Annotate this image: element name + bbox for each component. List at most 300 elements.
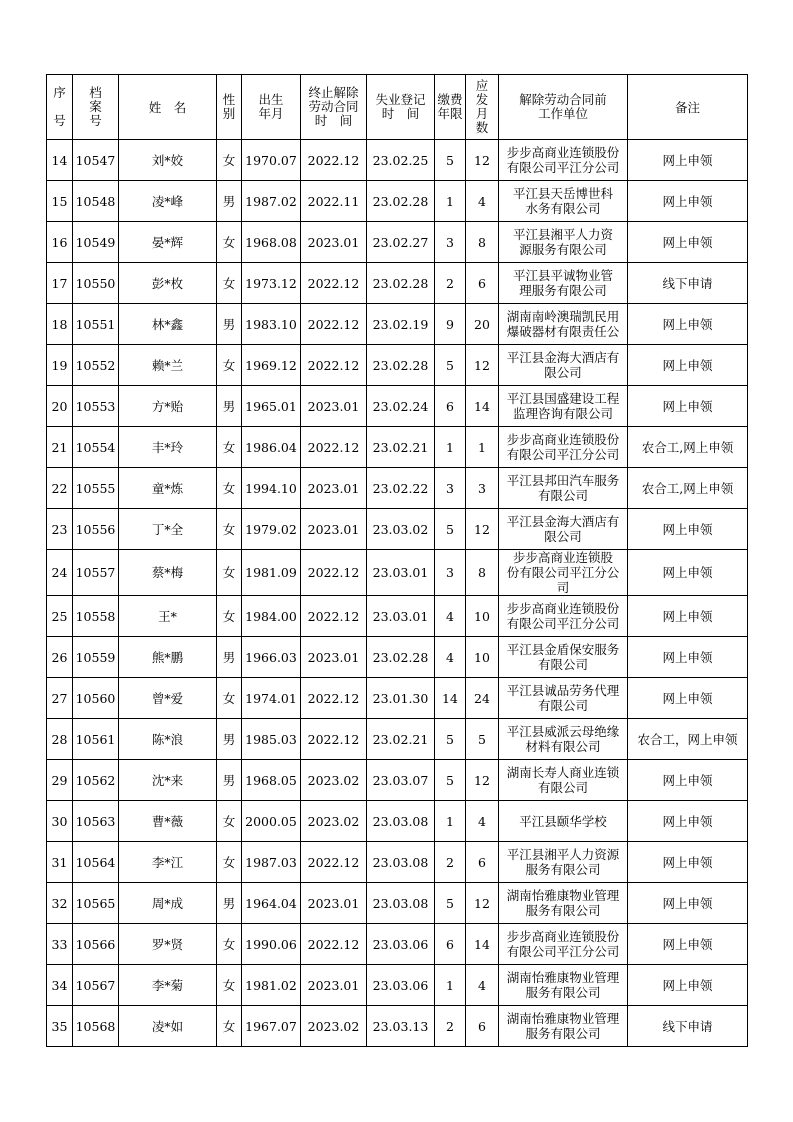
table-row [47,678,748,719]
table-row [47,181,748,222]
cell-file-no: 10563 [73,801,119,842]
cell-gender: 女 [217,550,242,596]
cell-file-no: 10565 [73,883,119,924]
employer-line: 平江县湘平人力资 [512,227,613,242]
cell-payable-months: 3 [466,468,499,509]
cell-note: 网上申领 [628,678,748,719]
cell-registration: 23.03.13 [367,1006,435,1047]
employer-line: 服务有限公司 [525,985,601,1000]
cell-gender: 男 [217,304,242,345]
cell-name: 彭*枚 [119,263,217,304]
cell-note: 网上申领 [628,222,748,263]
cell-seq: 34 [47,965,73,1006]
cell-contract-end: 2023.01 [301,222,367,263]
cell-gender: 女 [217,965,242,1006]
cell-payable-months: 4 [466,965,499,1006]
cell-birth: 2000.05 [242,801,301,842]
cell-former-employer [499,678,628,719]
cell-name: 晏*辉 [119,222,217,263]
header-seq [47,75,73,140]
cell-gender: 女 [217,678,242,719]
header-gender [217,75,242,140]
employer-line: 平江县诚品劳务代理 [506,683,620,698]
cell-birth: 1986.04 [242,427,301,468]
cell-birth: 1981.02 [242,965,301,1006]
cell-name: 童*炼 [119,468,217,509]
cell-file-no: 10558 [73,596,119,637]
cell-birth: 1973.12 [242,263,301,304]
header-months-line: 数 [475,120,489,135]
employer-line: 步步高商业连锁股 [512,550,613,565]
table-header [47,75,748,140]
table-row [47,760,748,801]
cell-gender: 女 [217,596,242,637]
cell-registration: 23.02.28 [367,181,435,222]
cell-file-no: 10555 [73,468,119,509]
cell-seq: 28 [47,719,73,760]
cell-file-no: 10568 [73,1006,119,1047]
cell-file-no: 10559 [73,637,119,678]
cell-payable-months: 12 [466,140,499,181]
cell-seq: 35 [47,1006,73,1047]
cell-former-employer [499,386,628,427]
employer-line: 湖南南岭澳瑞凯民用 [506,309,620,324]
cell-contract-end: 2023.01 [301,386,367,427]
cell-birth: 1983.10 [242,304,301,345]
cell-name: 刘*姣 [119,140,217,181]
employer-line: 材料有限公司 [525,739,601,754]
cell-note: 农合工,网上申领 [628,468,748,509]
cell-seq: 17 [47,263,73,304]
cell-birth: 1979.02 [242,509,301,550]
employer-line: 有限公司 [537,698,588,713]
cell-former-employer [499,181,628,222]
cell-note: 网上申领 [628,965,748,1006]
cell-seq: 20 [47,386,73,427]
cell-registration: 23.02.28 [367,637,435,678]
cell-seq: 19 [47,345,73,386]
cell-former-employer [499,304,628,345]
cell-file-no: 10552 [73,345,119,386]
employer-line: 湖南怡雅康物业管理 [506,1011,620,1026]
cell-contract-end: 2023.01 [301,637,367,678]
cell-seq: 32 [47,883,73,924]
cell-payable-months: 12 [466,883,499,924]
cell-gender: 女 [217,924,242,965]
cell-birth: 1968.08 [242,222,301,263]
employer-line: 服务有限公司 [525,1026,601,1041]
cell-contract-end: 2023.01 [301,509,367,550]
cell-payable-months: 24 [466,678,499,719]
cell-birth: 1984.00 [242,596,301,637]
cell-payable-months: 6 [466,1006,499,1047]
cell-contract-end: 2023.01 [301,965,367,1006]
cell-gender: 女 [217,140,242,181]
header-registration [367,75,435,140]
cell-contribution-years: 14 [435,678,466,719]
cell-seq: 21 [47,427,73,468]
cell-registration: 23.02.21 [367,719,435,760]
employer-line: 有限公司平江分公司 [506,944,620,959]
cell-birth: 1966.03 [242,637,301,678]
cell-seq: 14 [47,140,73,181]
cell-note: 网上申领 [628,345,748,386]
cell-contribution-years: 3 [435,222,466,263]
employer-line: 平江县金海大酒店有 [506,514,620,529]
cell-contract-end: 2022.12 [301,263,367,304]
cell-name: 李*江 [119,842,217,883]
cell-note: 线下申请 [628,1006,748,1047]
header-contract-end [301,75,367,140]
cell-gender: 女 [217,842,242,883]
cell-note: 网上申领 [628,140,748,181]
cell-birth: 1987.02 [242,181,301,222]
header-birth-line: 出生 [258,92,284,107]
cell-birth: 1967.07 [242,1006,301,1047]
cell-birth: 1990.06 [242,924,301,965]
table-row [47,1006,748,1047]
header-payable-months [466,75,499,140]
cell-seq: 23 [47,509,73,550]
cell-former-employer [499,842,628,883]
cell-contract-end: 2023.02 [301,801,367,842]
header-gender-line: 别 [222,106,236,121]
cell-name: 凌*如 [119,1006,217,1047]
cell-registration: 23.03.01 [367,596,435,637]
table-row [47,509,748,550]
cell-note: 网上申领 [628,386,748,427]
cell-note: 网上申领 [628,550,748,596]
cell-note: 网上申领 [628,304,748,345]
employer-line: 司 [556,580,570,595]
cell-file-no: 10551 [73,304,119,345]
cell-payable-months: 4 [466,181,499,222]
cell-gender: 女 [217,222,242,263]
cell-contribution-years: 4 [435,596,466,637]
header-former-employer [499,75,628,140]
cell-note: 网上申领 [628,509,748,550]
cell-name: 丁*全 [119,509,217,550]
cell-contribution-years: 3 [435,468,466,509]
cell-birth: 1968.05 [242,760,301,801]
cell-registration: 23.03.01 [367,550,435,596]
cell-contract-end: 2022.12 [301,304,367,345]
header-reg-line: 时 间 [381,106,420,121]
cell-contract-end: 2022.12 [301,140,367,181]
cell-payable-months: 12 [466,509,499,550]
cell-former-employer [499,550,628,596]
cell-birth: 1994.10 [242,468,301,509]
cell-note: 网上申领 [628,596,748,637]
cell-registration: 23.02.27 [367,222,435,263]
cell-name: 李*菊 [119,965,217,1006]
employer-line: 平江县金盾保安服务 [506,642,620,657]
cell-seq: 15 [47,181,73,222]
header-unit-line: 工作单位 [537,106,588,121]
cell-former-employer [499,140,628,181]
employer-line: 服务有限公司 [525,862,601,877]
cell-file-no: 10550 [73,263,119,304]
cell-registration: 23.02.28 [367,263,435,304]
employer-line: 有限公司平江分公司 [506,160,620,175]
table-row [47,468,748,509]
cell-payable-months: 8 [466,222,499,263]
table-row [47,883,748,924]
cell-gender: 女 [217,345,242,386]
cell-birth: 1964.04 [242,883,301,924]
cell-file-no: 10567 [73,965,119,1006]
cell-name: 曾*爱 [119,678,217,719]
table-row [47,637,748,678]
table-body [47,140,748,1047]
cell-payable-months: 1 [466,427,499,468]
cell-name: 凌*峰 [119,181,217,222]
cell-payable-months: 10 [466,596,499,637]
cell-former-employer [499,801,628,842]
cell-gender: 男 [217,760,242,801]
employer-line: 水务有限公司 [525,201,601,216]
cell-name: 王* [119,596,217,637]
cell-file-no: 10564 [73,842,119,883]
employer-line: 平江县威派云母绝缘 [506,724,620,739]
cell-seq: 26 [47,637,73,678]
cell-registration: 23.03.07 [367,760,435,801]
cell-note: 农合工,网上申领 [628,427,748,468]
employer-line: 监理咨询有限公司 [512,406,613,421]
employer-line: 限公司 [544,529,582,544]
cell-contract-end: 2022.12 [301,345,367,386]
cell-registration: 23.03.08 [367,842,435,883]
cell-birth: 1987.03 [242,842,301,883]
table-row [47,345,748,386]
cell-contract-end: 2023.02 [301,760,367,801]
cell-contract-end: 2022.12 [301,596,367,637]
cell-former-employer [499,883,628,924]
cell-seq: 16 [47,222,73,263]
cell-seq: 31 [47,842,73,883]
employer-line: 服务有限公司 [525,903,601,918]
cell-former-employer [499,596,628,637]
cell-contract-end: 2022.12 [301,924,367,965]
cell-payable-months: 12 [466,345,499,386]
employer-line: 平江县天岳博世科 [512,186,613,201]
cell-payable-months: 6 [466,263,499,304]
header-months-line: 发 [475,92,489,107]
cell-seq: 33 [47,924,73,965]
cell-contribution-years: 5 [435,140,466,181]
cell-seq: 30 [47,801,73,842]
cell-file-no: 10562 [73,760,119,801]
cell-gender: 女 [217,468,242,509]
cell-contribution-years: 5 [435,760,466,801]
table-row [47,427,748,468]
header-end-line: 劳动合同 [308,99,359,114]
cell-birth: 1974.01 [242,678,301,719]
cell-birth: 1969.12 [242,345,301,386]
cell-registration: 23.03.06 [367,965,435,1006]
employer-line: 平江县金海大酒店有 [506,350,620,365]
cell-former-employer [499,263,628,304]
cell-file-no: 10556 [73,509,119,550]
cell-note: 网上申领 [628,924,748,965]
header-gender-line: 性 [222,92,236,107]
header-end-line: 时 间 [314,113,353,128]
cell-gender: 男 [217,637,242,678]
cell-former-employer [499,345,628,386]
cell-former-employer [499,427,628,468]
unemployment-benefit-table [46,74,748,1047]
cell-file-no: 10560 [73,678,119,719]
cell-birth: 1981.09 [242,550,301,596]
cell-contribution-years: 5 [435,509,466,550]
header-seq-line: 号 [53,113,66,128]
cell-seq: 25 [47,596,73,637]
cell-contract-end: 2022.12 [301,678,367,719]
cell-gender: 男 [217,883,242,924]
cell-former-employer [499,468,628,509]
cell-file-no: 10557 [73,550,119,596]
cell-seq: 24 [47,550,73,596]
cell-payable-months: 12 [466,760,499,801]
cell-name: 赖*兰 [119,345,217,386]
cell-birth: 1970.07 [242,140,301,181]
cell-note: 农合工，网上申领 [628,719,748,760]
cell-former-employer [499,509,628,550]
cell-contribution-years: 6 [435,924,466,965]
cell-former-employer [499,637,628,678]
header-end-line: 终止解除 [308,85,359,100]
cell-gender: 女 [217,1006,242,1047]
header-file-line: 档 [89,85,102,100]
cell-contract-end: 2023.01 [301,468,367,509]
cell-file-no: 10566 [73,924,119,965]
cell-payable-months: 6 [466,842,499,883]
employer-line: 平江县邦田汽车服务 [506,473,620,488]
cell-name: 方*贻 [119,386,217,427]
cell-contract-end: 2022.12 [301,427,367,468]
cell-former-employer [499,1006,628,1047]
cell-contribution-years: 5 [435,345,466,386]
cell-payable-months: 14 [466,924,499,965]
cell-former-employer [499,924,628,965]
cell-name: 罗*贤 [119,924,217,965]
cell-contribution-years: 9 [435,304,466,345]
table-row [47,304,748,345]
cell-seq: 22 [47,468,73,509]
header-months-line: 月 [475,106,489,121]
cell-registration: 23.01.30 [367,678,435,719]
employer-line: 有限公司 [537,657,588,672]
table-row [47,550,748,596]
table-row [47,263,748,304]
header-birth-line: 年月 [258,106,284,121]
cell-name: 熊*鹏 [119,637,217,678]
employer-line: 份有限公司平江分公 [506,565,620,580]
employer-line: 湖南怡雅康物业管理 [506,888,620,903]
employer-line: 源服务有限公司 [519,242,607,257]
employer-line: 平江县国盛建设工程 [506,391,620,406]
cell-file-no: 10561 [73,719,119,760]
cell-former-employer [499,719,628,760]
cell-gender: 女 [217,801,242,842]
employer-line: 有限公司平江分公司 [506,616,620,631]
cell-contribution-years: 1 [435,427,466,468]
cell-registration: 23.02.21 [367,427,435,468]
cell-note: 线下申请 [628,263,748,304]
cell-registration: 23.03.08 [367,883,435,924]
employer-line: 爆破器材有限责任公 [506,324,620,339]
header-file-no [73,75,119,140]
table-row [47,801,748,842]
table-row [47,842,748,883]
employer-line: 平江县湘平人力资源 [506,847,620,862]
cell-name: 丰*玲 [119,427,217,468]
cell-name: 周*成 [119,883,217,924]
employer-line: 湖南长寿人商业连锁 [506,765,620,780]
header-seq-line [47,100,72,114]
header-reg-line: 失业登记 [375,92,426,107]
cell-name: 林*鑫 [119,304,217,345]
employer-line: 平江县颐华学校 [519,813,607,829]
cell-contribution-years: 3 [435,550,466,596]
employer-line: 湖南怡雅康物业管理 [506,970,620,985]
header-contribution-years [435,75,466,140]
cell-contract-end: 2023.01 [301,883,367,924]
cell-payable-months: 8 [466,550,499,596]
cell-contribution-years: 6 [435,386,466,427]
cell-contribution-years: 4 [435,637,466,678]
cell-contract-end: 2022.12 [301,719,367,760]
table-row [47,596,748,637]
cell-former-employer [499,965,628,1006]
header-years-line: 年限 [437,106,463,121]
cell-note: 网上申领 [628,883,748,924]
cell-gender: 女 [217,427,242,468]
table-row [47,965,748,1006]
cell-contract-end: 2023.02 [301,1006,367,1047]
cell-seq: 29 [47,760,73,801]
cell-contract-end: 2022.11 [301,181,367,222]
employer-line: 步步高商业连锁股份 [506,432,620,447]
cell-name: 曹*薇 [119,801,217,842]
table-row [47,386,748,427]
table-row [47,140,748,181]
cell-registration: 23.03.06 [367,924,435,965]
cell-note: 网上申领 [628,637,748,678]
cell-payable-months: 10 [466,637,499,678]
cell-payable-months: 14 [466,386,499,427]
cell-registration: 23.02.28 [367,345,435,386]
cell-file-no: 10549 [73,222,119,263]
header-file-line: 案 [89,99,102,114]
cell-contribution-years: 1 [435,181,466,222]
cell-payable-months: 5 [466,719,499,760]
cell-file-no: 10553 [73,386,119,427]
cell-payable-months: 20 [466,304,499,345]
cell-former-employer [499,760,628,801]
header-seq-line: 序 [53,85,66,100]
cell-contribution-years: 1 [435,801,466,842]
cell-registration: 23.02.19 [367,304,435,345]
employer-line: 步步高商业连锁股份 [506,929,620,944]
header-note: 备注 [628,75,748,140]
employer-line: 步步高商业连锁股份 [506,601,620,616]
cell-note: 网上申领 [628,181,748,222]
cell-file-no: 10548 [73,181,119,222]
header-birth [242,75,301,140]
cell-file-no: 10547 [73,140,119,181]
cell-name: 蔡*梅 [119,550,217,596]
